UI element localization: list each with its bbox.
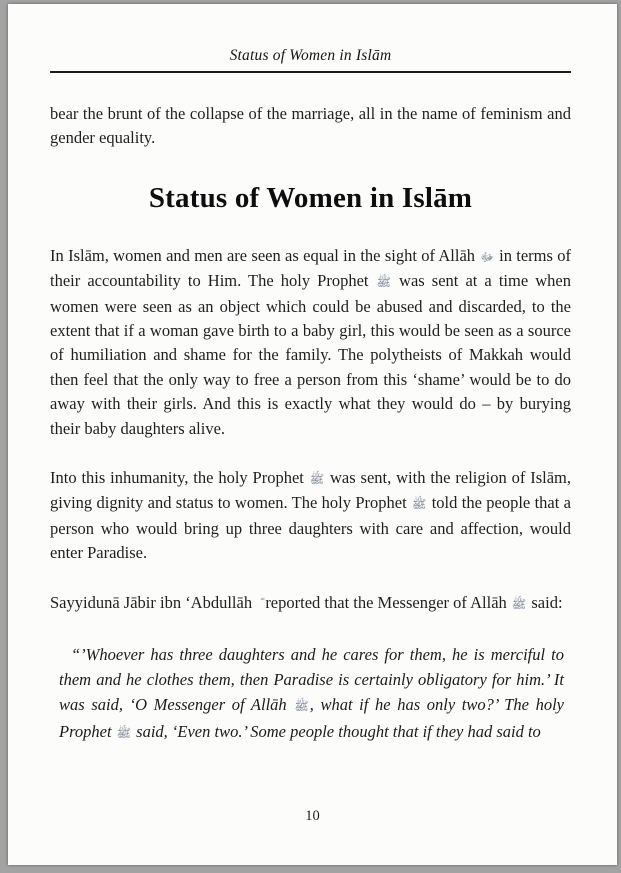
page-number: 10 xyxy=(305,808,320,824)
prophet-honorific: ﷺ xyxy=(309,472,325,487)
prophet-honorific: ﷺ xyxy=(376,275,391,290)
prophet-honorific: ﷺ xyxy=(511,596,527,611)
prophet-honorific: ﷺ xyxy=(294,699,309,714)
allah-honorific: ﷻ xyxy=(480,249,494,264)
paragraph-equality: In Islām, women and men are seen as equal in the sight of Allāh ﷻ in terms of their accountability to Him. The holy Prophet ﷺ was sent at a time when women were seen as an object which could be abused and discarded, to the extent that if a woman gave birth to a baby girl, this would be seen as a source of humiliation and shame for the family. The polytheists of Makkah would then feel that the only way to free a person from this ‘shame’ would be to do away with their girls. And this is exactly what they would do – by burying their baby daughters alive. xyxy=(50,245,571,438)
header-rule xyxy=(50,71,571,73)
book-page xyxy=(8,4,617,865)
hadith-quote: “’Whoever has three daughters and he cares for them, he is merciful to them and he clothes them, then Paradise is certainly obligatory for him.’ It was said, ‘O Messenger of Allāh ﷺ, what if he has only two?’ The holy Prophet ﷺ said, ‘Even two.’ Some people thought that if they had said to xyxy=(59,645,565,742)
paragraph-narrator: Sayyidunā Jābir ibn ‘Abdullāh ؓ reported that the Messenger of Allāh ﷺ said: xyxy=(50,592,563,612)
paragraph-dignity: Into this inhumanity, the holy Prophet ﷺ was sent, with the religion of Islām, giving dignity and status to women. The holy Prophet ﷺ told the people that a person who would bring up three daughters with care and affection, would enter Paradise. xyxy=(50,468,571,563)
prophet-honorific: ﷺ xyxy=(412,497,427,512)
paragraph-continuation: bear the brunt of the collapse of the marriage, all in the name of feminism and gender equality. xyxy=(50,104,571,148)
running-header: Status of Women in Islām xyxy=(229,47,392,64)
chapter-heading: Status of Women in Islām xyxy=(148,181,473,214)
prophet-honorific: ﷺ xyxy=(116,726,132,741)
companion-honorific: ؓ xyxy=(257,596,261,611)
